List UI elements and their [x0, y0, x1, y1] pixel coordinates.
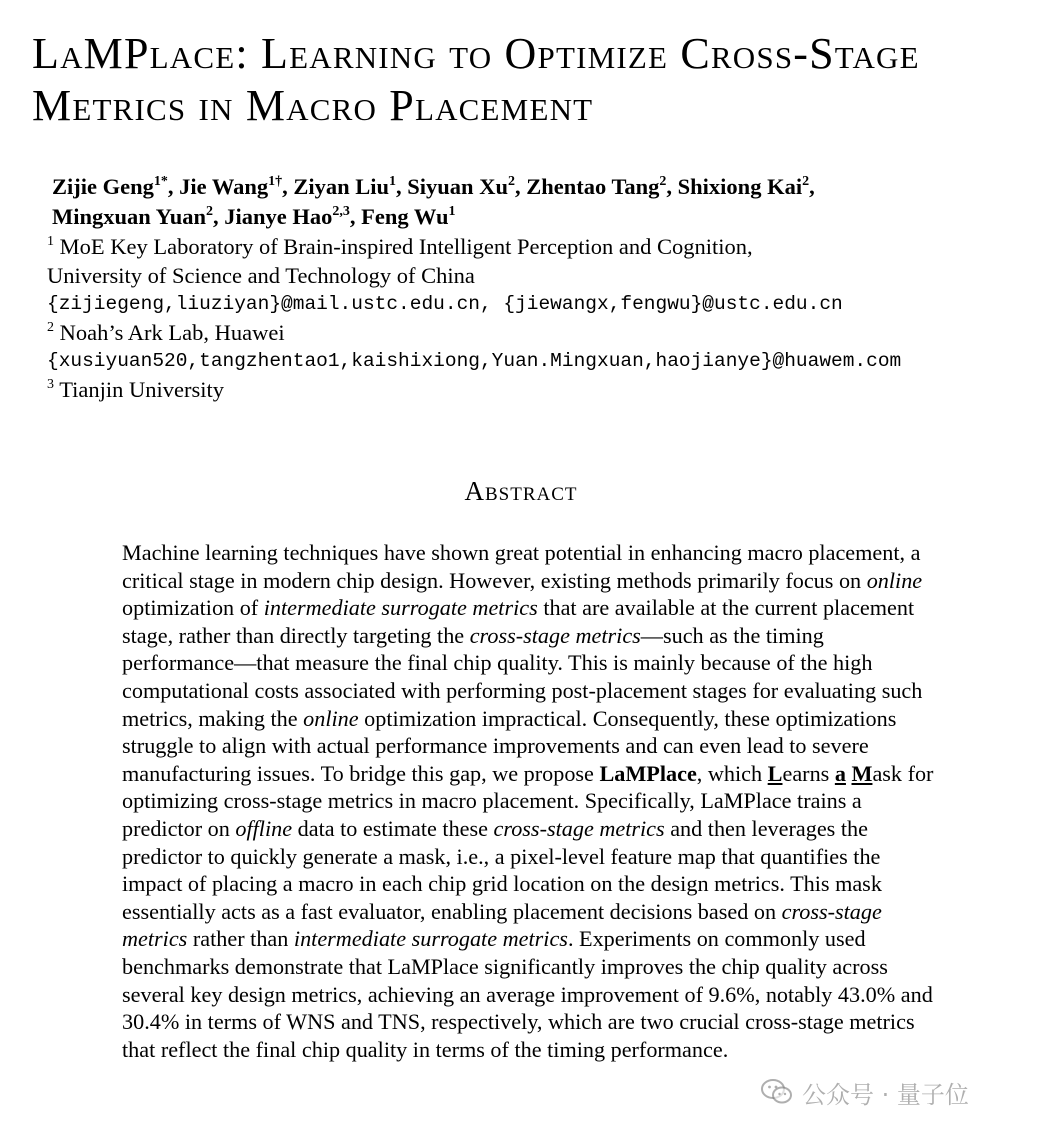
affiliation-3: $^3$ Tianjin University — [47, 376, 225, 402]
watermark — [760, 1074, 969, 1110]
abstract-body — [122, 539, 940, 1063]
affiliation-2: $^2$ Noah’s Ark Lab, Huawei — [47, 319, 285, 345]
affiliation-1: $^1$ MoE Key Laboratory of Brain-inspired Intelligent Perception and Cognition, — [47, 234, 753, 259]
email-group-1: {zijiegeng,liuziyan}@mail.ustc.edu.cn, {jiewangx,fengwu}@ustc.edu.cn — [47, 293, 843, 315]
author: Feng Wu$^1$ — [361, 204, 456, 229]
watermark-text: 公众号 · 量子位 — [802, 1080, 969, 1109]
author: Zhentao Tang$^2$ — [526, 174, 667, 199]
abstract-heading: Abstract — [464, 476, 578, 506]
email-group-2: {xusiyuan520,tangzhentao1,kaishixiong,Yuan.Mingxuan,haojianye}@huawem.com — [47, 350, 902, 372]
method-name: LaMPlace — [599, 760, 697, 786]
wechat-icon — [760, 1077, 794, 1107]
author-line-2: Mingxuan Yuan$^2$, Jianye Hao$^{2,3}$, Feng Wu$^1$ — [52, 204, 456, 229]
author: Mingxuan Yuan$^2$ — [52, 204, 214, 229]
paper-title — [32, 28, 1037, 132]
author: Shixiong Kai$^2$ — [677, 174, 810, 199]
affiliation-1-cont: University of Science and Technology of China — [47, 262, 475, 288]
abstract-paragraph: Machine learning techniques have shown great potential in enhancing macro placement, a critical stage in modern chip design. However, existing methods primarily focus on online optimization of intermediate surrogate metrics that are available at the current placement stage, rather than directly targeting the cross-stage metrics—such as the timing performance—that measure the final chip quality. This is mainly because of the high computational costs associated with performing post-placement stages for evaluating such metrics, making the online optimization impractical. Consequently, these optimizations struggle to align with actual performance improvements and can even lead to severe manufacturing issues. To bridge this gap, we propose LaMPlace, which Learns a Mask for optimizing cross-stage metrics in macro placement. Specifically, LaMPlace trains a predictor on offline data to estimate these cross-stage metrics and then leverages the predictor to quickly generate a mask, i.e., a pixel-level feature map that quantifies the impact of placing a macro in each chip grid location on the design metrics. This mask essentially acts as a fast evaluator, enabling placement decisions based on cross-stage metrics rather than intermediate surrogate metrics. Experiments on commonly used benchmarks demonstrate that LaMPlace significantly improves the chip quality across several key design metrics, achieving an average improvement of 9.6%, notably 43.0% and 30.4% in terms of WNS and TNS, respectively, which are two crucial cross-stage metrics that reflect the final chip quality in terms of the timing performance. — [122, 540, 934, 1062]
author: Jie Wang$^{1\dagger}$ — [179, 174, 283, 199]
author: Siyuan Xu$^2$ — [407, 174, 515, 199]
author: Jianye Hao$^{2,3}$ — [224, 204, 350, 229]
author: Ziyan Liu$^1$ — [293, 174, 397, 199]
title-line-2: Metrics in Macro Placement — [32, 81, 594, 130]
title-line-1: LaMPlace: Learning to Optimize Cross-Stage — [32, 29, 920, 78]
affiliations — [47, 233, 1037, 404]
author: Zijie Geng$^{1*}$ — [52, 174, 168, 199]
author-list — [52, 172, 1032, 232]
author-line-1: Zijie Geng$^{1*}$, Jie Wang$^{1\dagger}$, Ziyan Liu$^1$, Siyuan Xu$^2$, Zhentao Tang$^2$, Shixiong Kai$^2$, — [52, 174, 815, 199]
